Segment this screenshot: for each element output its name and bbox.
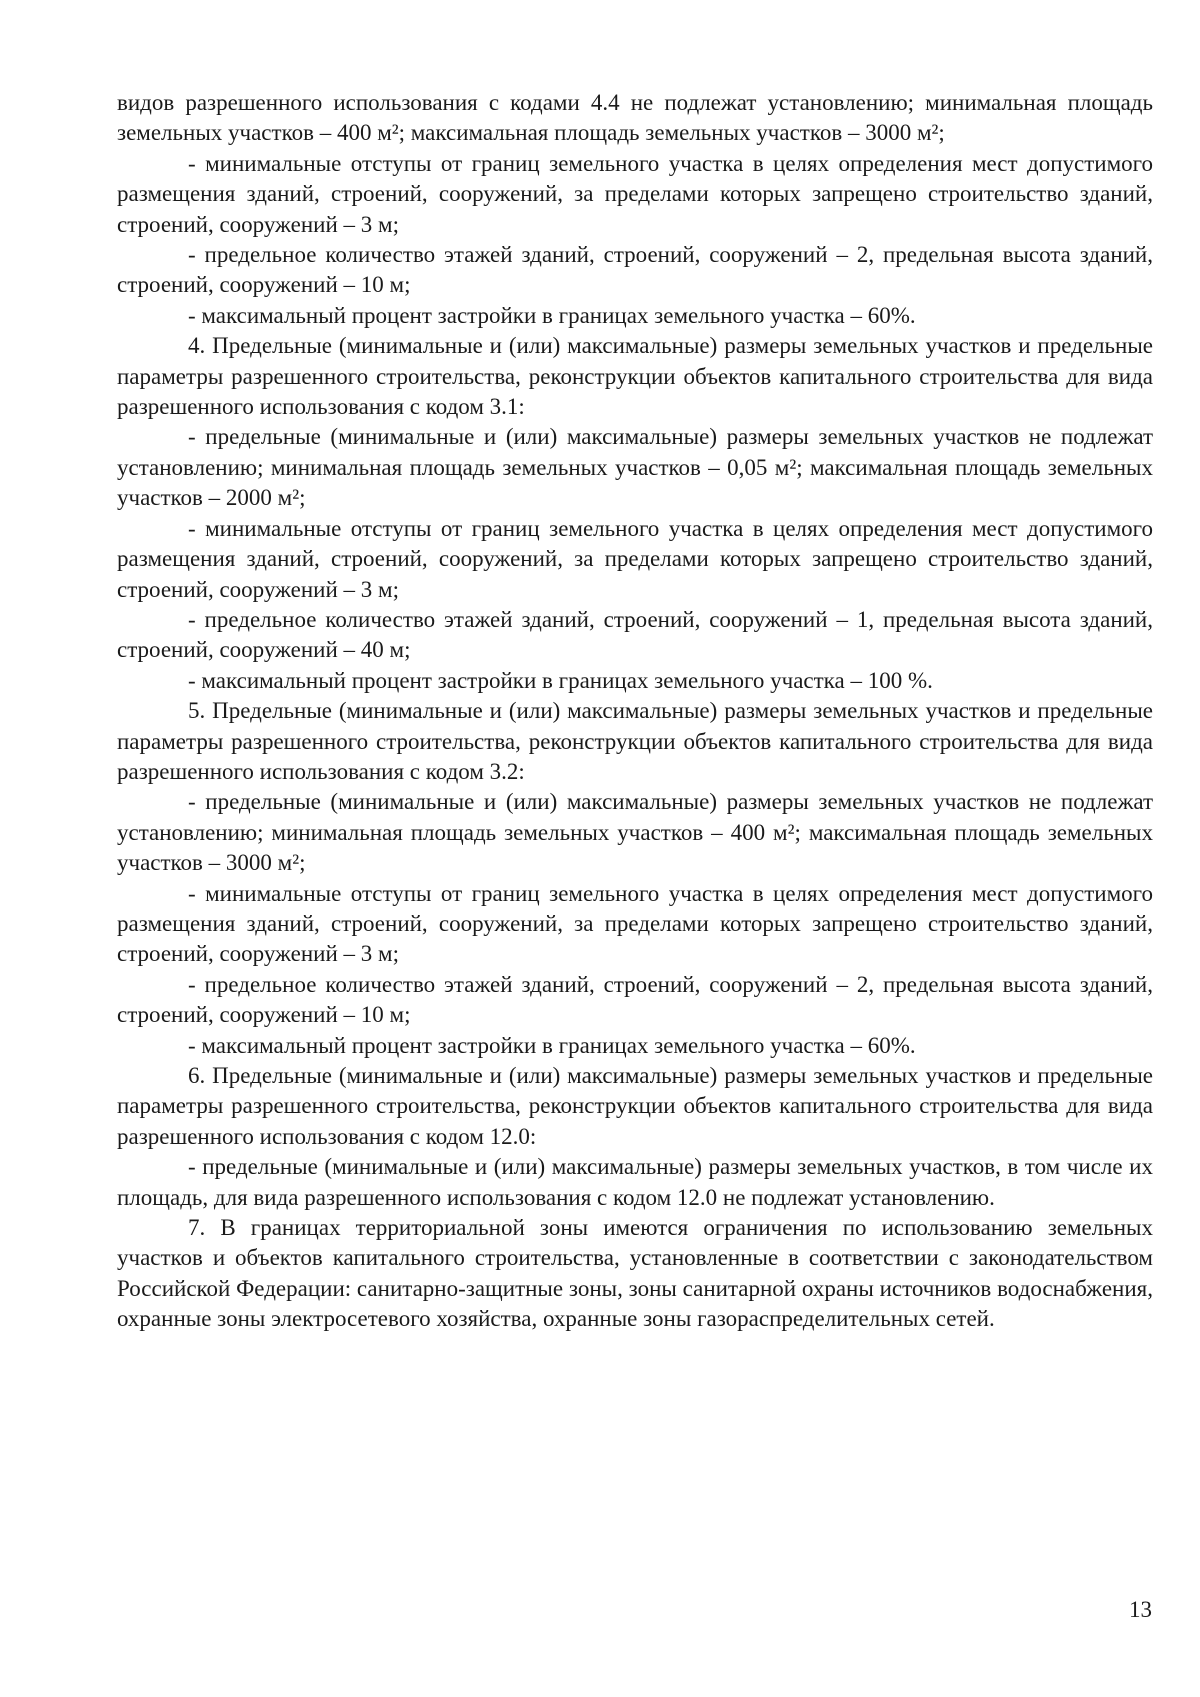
paragraph: - минимальные отступы от границ земельного участка в целях определения мест допустимого размещения зданий, строений, сооружений, за пределами которых запрещено строительство зданий, строений, сооружений – 3 м;: [117, 150, 1153, 237]
paragraph: - предельные (минимальные и (или) максимальные) размеры земельных участков, в том числе их площадь, для вида разрешенного использования с кодом 12.0 не подлежат установлению.: [117, 1154, 1153, 1210]
paragraph: - минимальные отступы от границ земельного участка в целях определения мест допустимого размещения зданий, строений, сооружений, за пределами которых запрещено строительство зданий, строений, сооружений – 3 м;: [117, 880, 1153, 967]
paragraph: 4. Предельные (минимальные и (или) максимальные) размеры земельных участков и предельные параметры разрешенного строительства, реконструкции объектов капитального строительства для вида разрешенного использования с кодом 3.1:: [117, 333, 1153, 420]
paragraph: - максимальный процент застройки в границах земельного участка – 100 %.: [188, 667, 933, 693]
paragraph: видов разрешенного использования с кодами 4.4 не подлежат установлению; минимальная площадь земельных участков – 400 м²; максимальная площадь земельных участков – 3000 м²;: [117, 90, 1153, 146]
paragraph: - максимальный процент застройки в границах земельного участка – 60%.: [188, 1032, 916, 1058]
paragraph: - предельное количество этажей зданий, строений, сооружений – 2, предельная высота зданий, строений, сооружений – 10 м;: [117, 242, 1153, 298]
paragraph: 7. В границах территориальной зоны имеются ограничения по использованию земельных участков и объектов капитального строительства, установленные в соответствии с законодательством Российской Федерации: санитарно-защитные зоны, зоны санитарной охраны источников водоснабжения, охранные зоны электросетевого хозяйства, охранные зоны газораспределительных сетей.: [117, 1215, 1153, 1332]
paragraph: - предельное количество этажей зданий, строений, сооружений – 1, предельная высота зданий, строений, сооружений – 40 м;: [117, 606, 1153, 663]
paragraph: - предельные (минимальные и (или) максимальные) размеры земельных участков не подлежат установлению; минимальная площадь земельных участков – 400 м²; максимальная площадь земельных участков – 3000 м²;: [117, 789, 1153, 876]
paragraph: - минимальные отступы от границ земельного участка в целях определения мест допустимого размещения зданий, строений, сооружений, за пределами которых запрещено строительство зданий, строений, сооружений – 3 м;: [117, 515, 1153, 602]
paragraph: - предельное количество этажей зданий, строений, сооружений – 2, предельная высота зданий, строений, сооружений – 10 м;: [117, 971, 1153, 1028]
paragraph: 6. Предельные (минимальные и (или) максимальные) размеры земельных участков и предельные параметры разрешенного строительства, реконструкции объектов капитального строительства для вида разрешенного использования с кодом 12.0:: [117, 1063, 1153, 1149]
paragraph: - максимальный процент застройки в границах земельного участка – 60%.: [188, 302, 916, 328]
paragraph: 5. Предельные (минимальные и (или) максимальные) размеры земельных участков и предельные параметры разрешенного строительства, реконструкции объектов капитального строительства для вида разрешенного использования с кодом 3.2:: [117, 698, 1153, 784]
page-number: 13: [1129, 1597, 1152, 1622]
document-body: [117, 88, 1153, 1335]
paragraph: - предельные (минимальные и (или) максимальные) размеры земельных участков не подлежат установлению; минимальная площадь земельных участков – 0,05 м²; максимальная площадь земельных участков – 2000 м²;: [117, 424, 1153, 511]
